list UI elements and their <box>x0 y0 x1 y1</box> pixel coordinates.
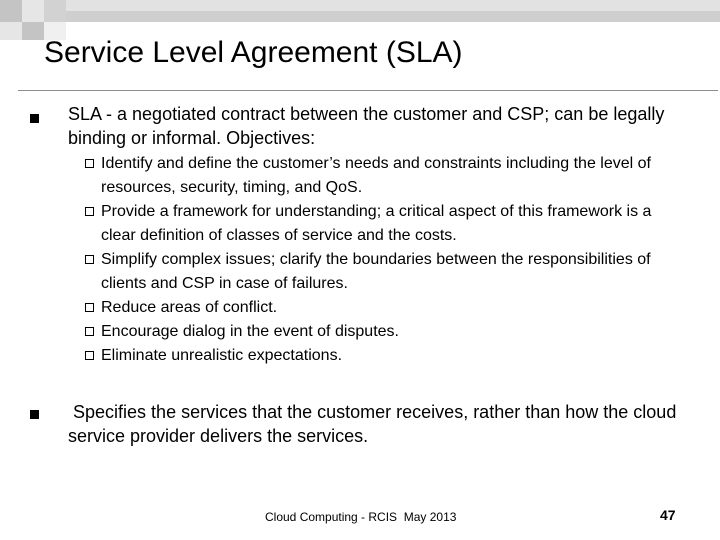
sub-list-item-text: Simplify complex issues; clarify the boundaries between the responsibilities of clients and CSP in case of failures. <box>101 251 651 292</box>
slide-title: Service Level Agreement (SLA) <box>44 36 463 69</box>
sub-list-item-text: Encourage dialog in the event of disputes. <box>101 323 399 340</box>
bullet-text: Specifies the services that the customer receives, rather than how the cloud service provider delivers the services. <box>68 402 682 446</box>
sub-list-item <box>85 344 675 368</box>
page-number: 47 <box>660 507 676 523</box>
sub-list-item <box>85 320 675 344</box>
sub-list-item <box>85 296 675 320</box>
sub-list-item <box>85 200 675 248</box>
hollow-square-icon <box>85 207 94 216</box>
header-decoration <box>0 0 720 40</box>
sub-list-item <box>85 152 675 200</box>
hollow-square-icon <box>85 255 94 264</box>
sub-list-item-text: Identify and define the customer’s needs and constraints including the level of resources, security, timing, and QoS. <box>101 155 651 196</box>
hollow-square-icon <box>85 351 94 360</box>
sub-list-item-text: Reduce areas of conflict. <box>101 299 278 316</box>
bullet-square-icon <box>30 114 39 123</box>
sub-list-item-text: Eliminate unrealistic expectations. <box>101 347 343 364</box>
bullet-text: SLA - a negotiated contract between the customer and CSP; can be legally binding or informal. Objectives: <box>68 104 665 148</box>
title-divider <box>18 90 718 91</box>
sub-list <box>85 152 675 368</box>
sub-list-item <box>85 248 675 296</box>
bullet-square-icon <box>30 410 39 419</box>
sub-list-item-text: Provide a framework for understanding; a critical aspect of this framework is a clear definition of classes of service and the costs. <box>101 203 652 244</box>
hollow-square-icon <box>85 303 94 312</box>
hollow-square-icon <box>85 327 94 336</box>
footer-text: Cloud Computing - RCIS May 2013 <box>265 510 457 524</box>
hollow-square-icon <box>85 159 94 168</box>
